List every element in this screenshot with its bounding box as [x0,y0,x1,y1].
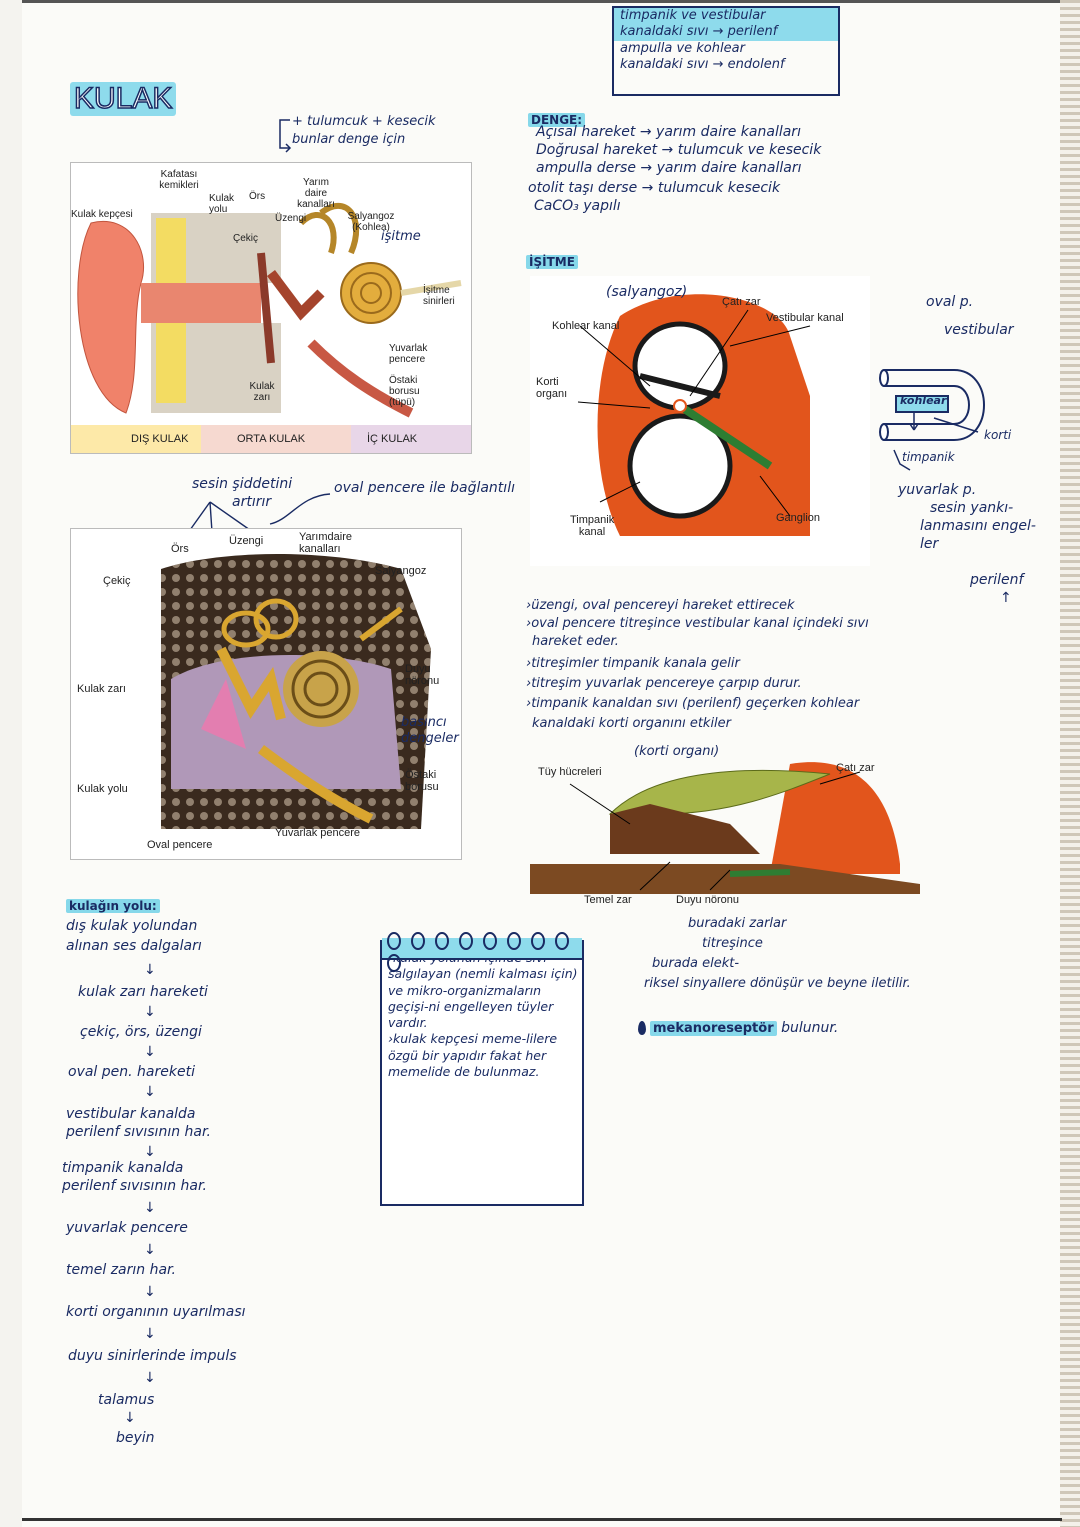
step-line: ›titreşimler timpanik kanala gelir [526,656,740,671]
ear-anatomy-figure [70,162,472,454]
label-timpanik-kanal: Timpanik kanal [570,514,615,539]
down-arrow: ↓ [124,1410,136,1426]
pathway-heading-text: kulağın yolu: [66,899,160,913]
note-paragraph: ›kulak kepçesi meme-lilere özgü bir yapıdır fakat her memelide de bulunmaz. [388,1031,558,1079]
denge-line: otolit taşı derse → tulumcuk kesecik [528,180,781,196]
label-uzengi: Üzengi [229,535,264,547]
annotation-sesin: sesin şiddetini [192,476,293,492]
note-paragraph: salgılayan (nemli kalması için) ve mikro-organizmaların geçişi-ni engelleyen tüyler vardır. [388,966,578,1030]
label-dis-kulak: DIŞ KULAK [131,433,189,445]
up-arrow: ↑ [1000,590,1012,606]
bottom-note-line: burada elekt- [652,956,740,971]
denge-line: Açısal hareket → yarım daire kanalları [536,124,801,140]
mekanoreseptor-text: mekanoreseptör [650,1021,777,1036]
section-isitme-heading [526,254,578,271]
pathway-step: dış kulak yolundan [66,918,198,934]
pathway-step: perilenf sıvısının har. [62,1178,207,1194]
page-bottom-edge [22,1518,1062,1521]
label-yuvarlak-pencere: Yuvarlak pencere [389,343,428,365]
label-kulak-yolu: Kulak yolu [77,783,128,795]
label-kulak-yolu: Kulak yolu [209,193,235,215]
fluid-note-line: kanaldaki sıvı → perilenf [614,24,838,40]
side-label-timpanik: timpanik [902,450,955,464]
ring-icon [483,932,497,950]
cochlea-cross-section-figure [530,276,870,566]
denge-heading-text: DENGE: [528,113,585,127]
pathway-step: kulak zarı hareketi [78,984,208,1000]
label-ostaki: Östaki borusu [405,769,439,794]
down-arrow: ↓ [144,1284,156,1300]
label-cekic: Çekiç [103,575,131,587]
side-label-vestibular: vestibular [944,322,1014,338]
side-note-yankilanma: ler [920,536,939,552]
label-kulak-kepcesi: Kulak kepçesi [71,209,133,220]
pathway-step: beyin [116,1430,155,1446]
middle-ear-figure [70,528,462,860]
annotation-basinc: basıncı dengeler [401,715,459,746]
label-duyu-noronu: Duyu nöronu [676,894,739,906]
pathway-step: duyu sinirlerinde impuls [68,1348,237,1364]
label-cekic: Çekiç [233,233,259,244]
pathway-step: temel zarın har. [66,1262,176,1278]
label-yuvarlak-pencere: Yuvarlak pencere [275,827,360,839]
down-arrow: ↓ [144,1144,156,1160]
side-label-perilenf: perilenf [970,572,1024,588]
denge-line: ampulla derse → yarım daire kanalları [536,160,802,176]
label-isitme-sinirleri: İşitme sinirleri [423,285,455,307]
step-line: hareket eder. [532,634,619,649]
page-title: KULAK [70,82,176,116]
ring-icon [387,932,401,950]
pathway-step: korti organının uyarılması [66,1304,246,1320]
label-kulak-zari: Kulak zarı [249,381,275,403]
label-kohlear-kanal: Kohlear kanal [552,320,620,332]
label-temel-zar: Temel zar [584,894,632,906]
exclamation-icon [638,1021,646,1035]
fluid-note-line: ampulla ve kohlear [620,40,745,56]
ring-icon [435,932,449,950]
side-label-yuvarlak: yuvarlak p. [898,482,977,498]
bracket-arrow [272,114,294,154]
ring-icon [459,932,473,950]
annotation-isitme: işitme [381,229,421,244]
pathway-step: vestibular kanalda [66,1106,196,1122]
fluid-note-line: kanaldaki sıvı → endolenf [620,56,785,72]
annotation-tulumcuk: + tulumcuk + kesecik [292,114,436,129]
step-line: ›oval pencere titreşince vestibular kanal içindeki sıvı [526,616,869,631]
bulunur-text: bulunur. [781,1020,839,1036]
label-kafatasi: Kafatası kemikleri [159,169,199,191]
note-rings [382,938,582,960]
down-arrow: ↓ [144,1242,156,1258]
ring-icon [387,954,401,972]
annotation-korti-organi: (korti organı) [634,744,720,759]
info-note-box [380,940,584,1206]
organ-of-corti-figure [530,744,920,914]
pathway-step: çekiç, örs, üzengi [80,1024,202,1040]
label-ors: Örs [171,543,189,555]
label-ganglion: Ganglion [776,512,821,524]
label-tuy-hucreleri: Tüy hücreleri [538,766,602,778]
label-uzengi: Üzengi [275,213,307,224]
step-line: ›üzengi, oval pencereyi hareket ettirecek [526,598,795,613]
step-line: ›titreşim yuvarlak pencereye çarpıp durur. [526,676,802,691]
step-line: ›timpanik kanaldan sıvı (perilenf) geçerken kohlear [526,696,860,711]
pathway-heading [66,898,160,915]
label-korti-organi: Korti organı [536,376,568,401]
step-line: kanaldaki korti organını etkiler [532,716,732,731]
pathway-step: yuvarlak pencere [66,1220,188,1236]
label-yarim-daire: Yarım daire kanalları [297,177,335,210]
label-kulak-zari: Kulak zarı [77,683,126,695]
pathway-step: timpanik kanalda [62,1160,184,1176]
ring-icon [555,932,569,950]
side-label-korti: korti [984,428,1012,442]
pathway-step: talamus [98,1392,155,1408]
label-cati-zar: Çatı zar [836,762,875,774]
label-orta-kulak: ORTA KULAK [237,433,306,445]
ring-icon [531,932,545,950]
denge-line: CaCO₃ yapılı [534,198,621,214]
down-arrow: ↓ [144,1044,156,1060]
annotation-denge: bunlar denge için [292,132,406,147]
down-arrow: ↓ [144,1200,156,1216]
side-note-yankilanma: lanmasını engel- [920,518,1036,534]
side-note-yankilanma: sesin yankı- [930,500,1014,516]
label-duyu-noronu: Duyu nöronu [405,663,440,688]
side-label-oval: oval p. [926,294,974,310]
label-oval-pencere: Oval pencere [147,839,213,851]
label-yarimdaire: Yarımdaire kanalları [299,531,352,556]
bottom-note-line: titreşince [702,936,763,951]
side-label-kohlear: kohlear [900,394,947,407]
down-arrow: ↓ [144,1326,156,1342]
bottom-note-line: riksel sinyallere dönüşür ve beyne iletilir. [644,976,911,991]
annotation-oval-baglantili: oval pencere ile bağlantılı [334,480,515,496]
spiral-binding-edge [1060,0,1080,1527]
down-arrow: ↓ [144,962,156,978]
label-ors: Örs [249,191,266,202]
down-arrow: ↓ [144,1084,156,1100]
down-arrow: ↓ [144,1004,156,1020]
annotation-salyangoz: (salyangoz) [606,284,688,300]
isitme-heading-text: İŞİTME [526,255,578,269]
pathway-step: oval pen. hareketi [68,1064,195,1080]
fluid-note-box [612,6,840,96]
bottom-note-line: buradaki zarlar [688,916,787,931]
label-cati-zar: Çatı zar [722,296,761,308]
annotation-artirir: artırır [232,494,272,510]
down-arrow: ↓ [144,1370,156,1386]
label-salyangoz: Salyangoz [375,565,427,577]
fluid-note-line: timpanik ve vestibular [614,8,838,24]
pathway-step: perilenf sıvısının har. [66,1124,211,1140]
denge-line: Doğrusal hareket → tulumcuk ve kesecik [536,142,822,158]
page-top-edge [22,0,1062,3]
ring-icon [411,932,425,950]
label-salyangoz: Salyangoz (Kohlea) [347,211,395,233]
label-ostaki: Östaki borusu (tüpü) [389,375,420,408]
label-vestibular-kanal: Vestibular kanal [766,312,844,324]
pathway-step: alınan ses dalgaları [66,938,202,954]
label-ic-kulak: İÇ KULAK [367,433,418,445]
ring-icon [507,932,521,950]
mekanoreseptor-note [638,1020,838,1037]
ear-anatomy-illustration [71,163,471,453]
